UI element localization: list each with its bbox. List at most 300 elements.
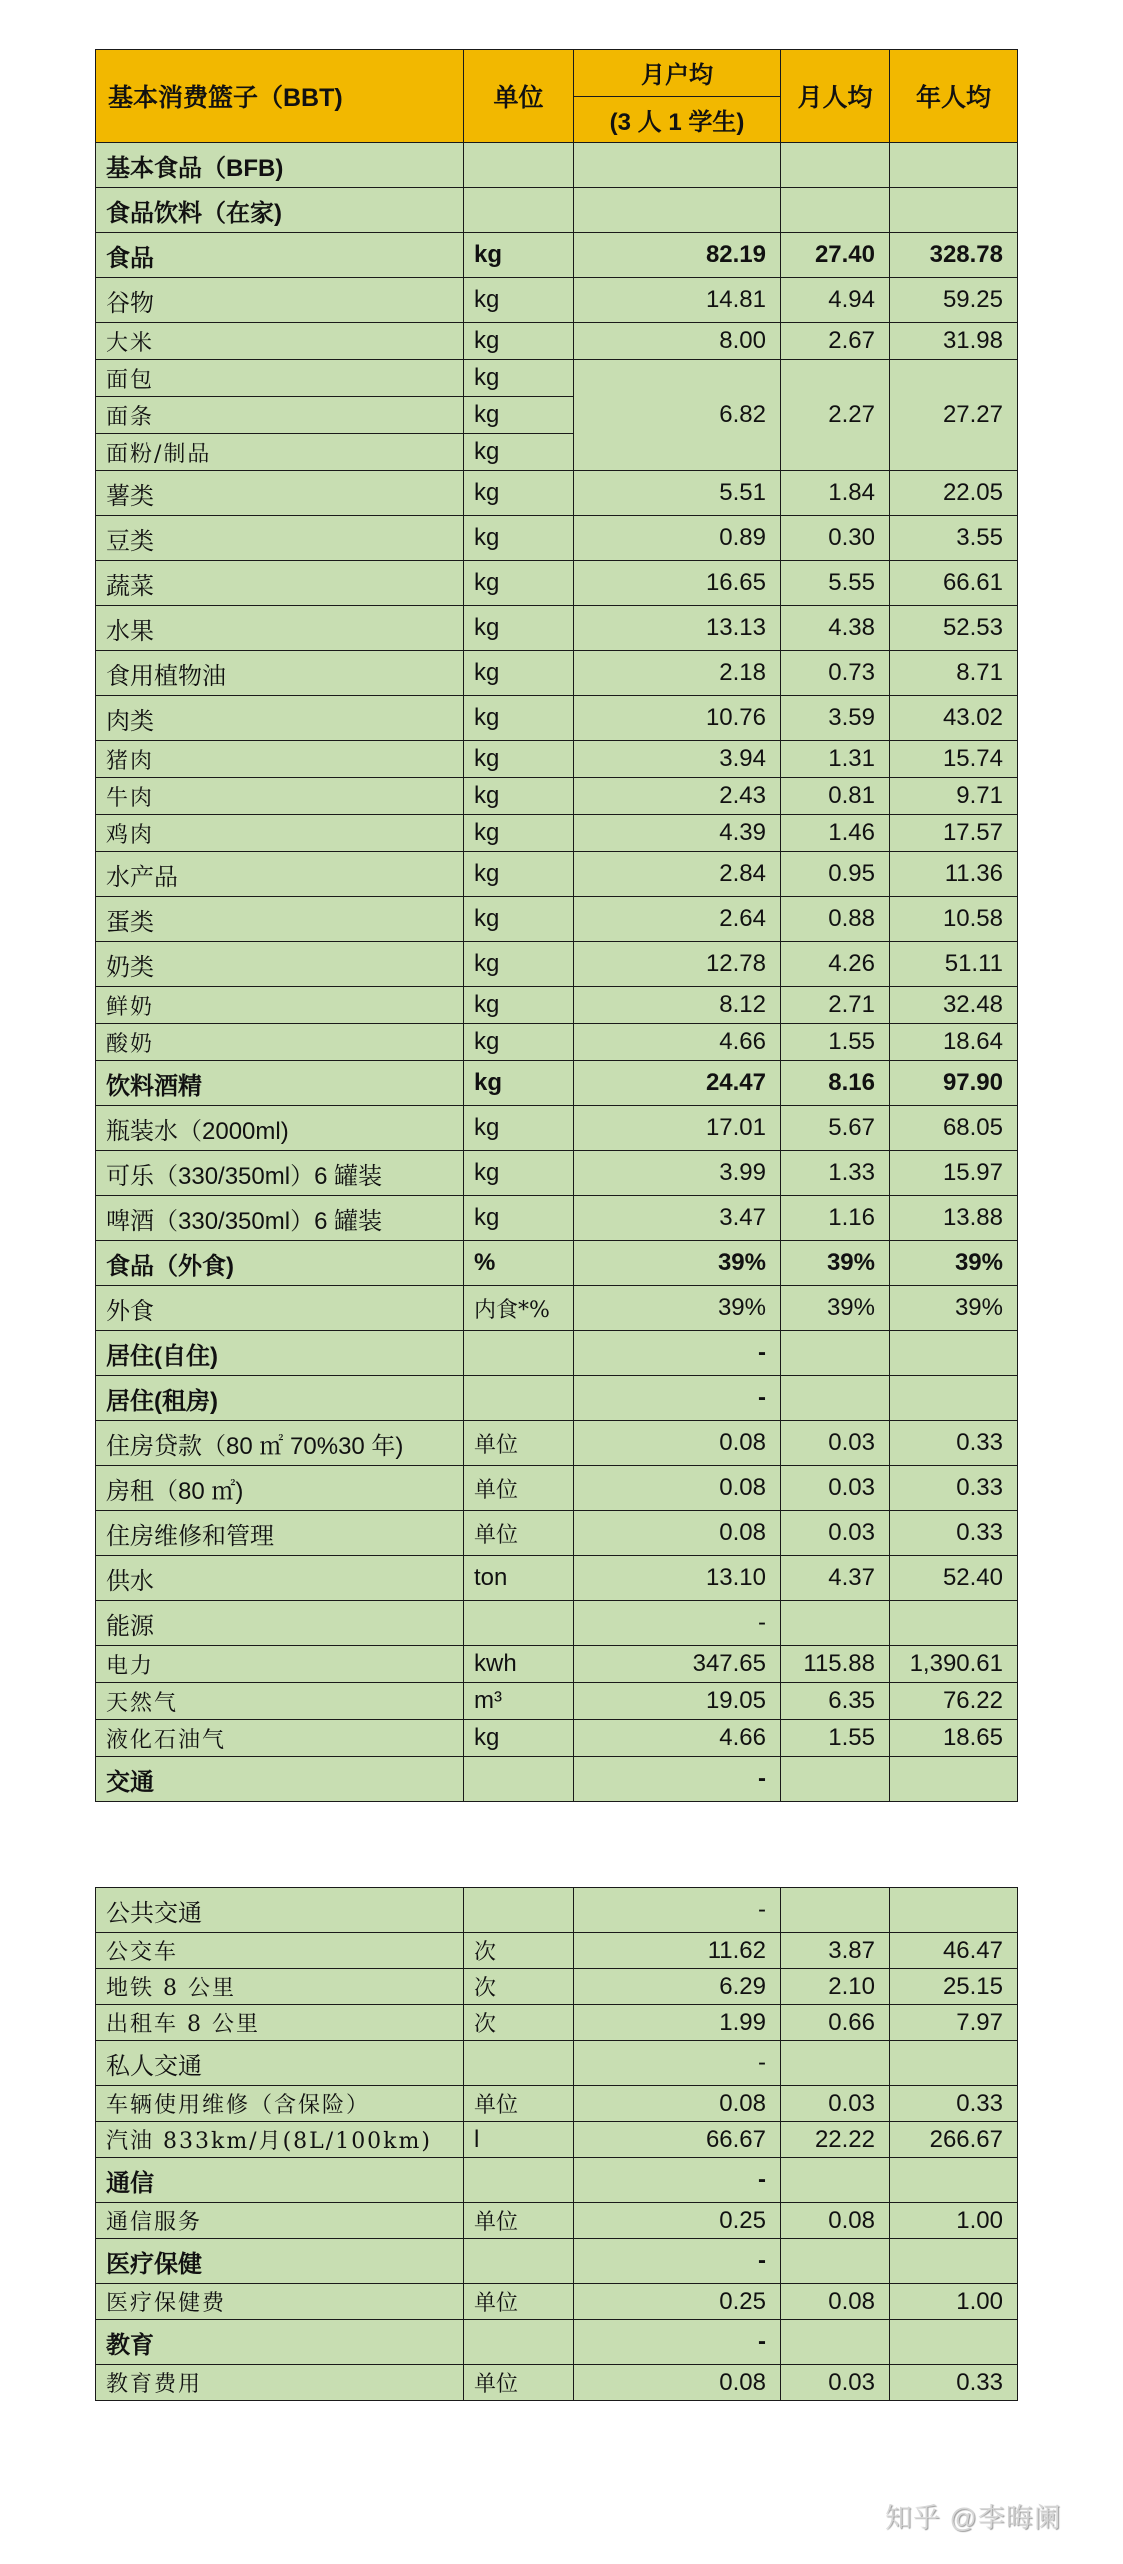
person-month-value: 4.38 (781, 606, 890, 651)
table-row (96, 815, 1018, 852)
household-month-value: 17.01 (574, 1106, 781, 1151)
row-unit: 次 (464, 2005, 574, 2041)
person-month-value: 0.03 (781, 1511, 890, 1556)
person-month-value: 0.66 (781, 2005, 890, 2041)
table-row (96, 1556, 1018, 1601)
person-year-value (890, 1376, 1018, 1421)
household-month-value: 11.62 (574, 1933, 781, 1969)
person-year-value: 39% (890, 1241, 1018, 1286)
person-year-value: 7.97 (890, 2005, 1018, 2041)
household-month-value: 66.67 (574, 2122, 781, 2158)
row-label: 薯类 (96, 471, 464, 516)
table-row (96, 233, 1018, 278)
row-label: 私人交通 (96, 2041, 464, 2086)
person-month-value: 3.87 (781, 1933, 890, 1969)
person-year-value: 27.27 (890, 360, 1018, 471)
household-month-value: 13.10 (574, 1556, 781, 1601)
household-month-value: 3.99 (574, 1151, 781, 1196)
household-month-value (574, 143, 781, 188)
table-row (96, 1151, 1018, 1196)
household-month-value: 0.25 (574, 2203, 781, 2239)
table-row (96, 1106, 1018, 1151)
person-month-value: 2.10 (781, 1969, 890, 2005)
table-row (96, 1757, 1018, 1802)
table-row (96, 1286, 1018, 1331)
person-year-value: 18.65 (890, 1720, 1018, 1757)
household-month-value: 1.99 (574, 2005, 781, 2041)
person-year-value: 66.61 (890, 561, 1018, 606)
row-unit: 单位 (464, 1466, 574, 1511)
person-year-value: 76.22 (890, 1683, 1018, 1720)
household-month-value: 0.89 (574, 516, 781, 561)
household-month-value: - (574, 2239, 781, 2284)
header-person-year: 年人均 (890, 50, 1018, 143)
person-month-value: 3.59 (781, 696, 890, 741)
person-month-value (781, 1331, 890, 1376)
row-label: 汽油 833km/月(8L/100km) (96, 2122, 464, 2158)
row-unit: kg (464, 516, 574, 561)
household-month-value: - (574, 1376, 781, 1421)
person-year-value (890, 1888, 1018, 1933)
row-unit: kg (464, 852, 574, 897)
person-year-value: 97.90 (890, 1061, 1018, 1106)
table-row (96, 1024, 1018, 1061)
row-label: 食用植物油 (96, 651, 464, 696)
person-month-value: 1.55 (781, 1024, 890, 1061)
person-month-value: 2.67 (781, 323, 890, 360)
table-row (96, 2284, 1018, 2320)
table-row (96, 1933, 1018, 1969)
table-row (96, 942, 1018, 987)
person-month-value: 5.55 (781, 561, 890, 606)
row-unit: kg (464, 897, 574, 942)
table-row (96, 1466, 1018, 1511)
table-row (96, 2239, 1018, 2284)
household-month-value: 4.66 (574, 1720, 781, 1757)
table-row (96, 1421, 1018, 1466)
person-year-value: 51.11 (890, 942, 1018, 987)
table-row (96, 1061, 1018, 1106)
row-label: 地铁 8 公里 (96, 1969, 464, 2005)
person-year-value: 52.40 (890, 1556, 1018, 1601)
table-row (96, 1969, 1018, 2005)
household-month-value: 347.65 (574, 1646, 781, 1683)
household-month-value: 0.08 (574, 1421, 781, 1466)
table-row (96, 278, 1018, 323)
row-label: 啤酒（330/350ml）6 罐装 (96, 1196, 464, 1241)
row-unit: m³ (464, 1683, 574, 1720)
table-row (96, 1241, 1018, 1286)
household-month-value: 39% (574, 1286, 781, 1331)
household-month-value: 4.66 (574, 1024, 781, 1061)
household-month-value: 2.84 (574, 852, 781, 897)
household-month-value: - (574, 1331, 781, 1376)
row-label: 教育 (96, 2320, 464, 2365)
person-month-value: 4.37 (781, 1556, 890, 1601)
household-month-value: 16.65 (574, 561, 781, 606)
person-year-value: 32.48 (890, 987, 1018, 1024)
person-month-value (781, 2320, 890, 2365)
row-label: 公交车 (96, 1933, 464, 1969)
household-month-value: 6.29 (574, 1969, 781, 2005)
person-year-value: 68.05 (890, 1106, 1018, 1151)
row-label: 鲜奶 (96, 987, 464, 1024)
row-label: 供水 (96, 1556, 464, 1601)
row-unit (464, 1331, 574, 1376)
table-row (96, 360, 1018, 397)
person-month-value: 0.81 (781, 778, 890, 815)
row-label: 豆类 (96, 516, 464, 561)
row-unit (464, 1601, 574, 1646)
table-row (96, 2320, 1018, 2365)
row-unit: 单位 (464, 2284, 574, 2320)
household-month-value: 12.78 (574, 942, 781, 987)
household-month-value: 0.08 (574, 2086, 781, 2122)
row-unit: ton (464, 1556, 574, 1601)
row-label: 可乐（330/350ml）6 罐装 (96, 1151, 464, 1196)
person-year-value: 52.53 (890, 606, 1018, 651)
row-unit: kg (464, 942, 574, 987)
row-unit (464, 1757, 574, 1802)
person-year-value: 43.02 (890, 696, 1018, 741)
person-year-value (890, 2041, 1018, 2086)
table-row (96, 1646, 1018, 1683)
household-month-value: 2.64 (574, 897, 781, 942)
table-row (96, 323, 1018, 360)
row-unit: kwh (464, 1646, 574, 1683)
row-label: 谷物 (96, 278, 464, 323)
person-year-value: 10.58 (890, 897, 1018, 942)
row-label: 通信服务 (96, 2203, 464, 2239)
person-month-value: 2.27 (781, 360, 890, 471)
row-unit: kg (464, 1151, 574, 1196)
person-year-value (890, 2239, 1018, 2284)
person-month-value: 0.95 (781, 852, 890, 897)
person-month-value (781, 1757, 890, 1802)
person-month-value: 0.03 (781, 2086, 890, 2122)
row-label: 液化石油气 (96, 1720, 464, 1757)
row-unit (464, 2158, 574, 2203)
table-row (96, 778, 1018, 815)
person-year-value (890, 1331, 1018, 1376)
person-year-value (890, 2158, 1018, 2203)
row-unit: kg (464, 434, 574, 471)
header-household-month: 月户均 (574, 50, 781, 97)
table-row (96, 2122, 1018, 2158)
row-unit: 内食*% (464, 1286, 574, 1331)
household-month-value: 0.08 (574, 1511, 781, 1556)
person-month-value: 0.03 (781, 2365, 890, 2401)
table-row (96, 651, 1018, 696)
row-unit: kg (464, 278, 574, 323)
row-label: 车辆使用维修（含保险） (96, 2086, 464, 2122)
table-row (96, 561, 1018, 606)
table-row (96, 1376, 1018, 1421)
person-year-value (890, 1757, 1018, 1802)
row-unit (464, 1376, 574, 1421)
person-year-value: 59.25 (890, 278, 1018, 323)
table-row (96, 1196, 1018, 1241)
table-row (96, 188, 1018, 233)
row-unit: kg (464, 987, 574, 1024)
row-label: 饮料酒精 (96, 1061, 464, 1106)
table-row (96, 143, 1018, 188)
household-month-value: 19.05 (574, 1683, 781, 1720)
table-body-b (96, 1888, 1018, 2401)
row-label: 肉类 (96, 696, 464, 741)
row-unit (464, 2320, 574, 2365)
row-label: 面粉/制品 (96, 434, 464, 471)
row-label: 医疗保健费 (96, 2284, 464, 2320)
person-month-value: 5.67 (781, 1106, 890, 1151)
person-year-value: 31.98 (890, 323, 1018, 360)
household-month-value: 2.18 (574, 651, 781, 696)
person-month-value: 0.03 (781, 1466, 890, 1511)
table-row (96, 987, 1018, 1024)
row-unit: kg (464, 778, 574, 815)
header-person-month: 月人均 (781, 50, 890, 143)
table-row (96, 471, 1018, 516)
person-year-value: 39% (890, 1286, 1018, 1331)
household-month-value: 3.47 (574, 1196, 781, 1241)
row-label: 通信 (96, 2158, 464, 2203)
household-month-value: 4.39 (574, 815, 781, 852)
header-item: 基本消费篮子（BBT) (96, 50, 464, 143)
row-label: 能源 (96, 1601, 464, 1646)
household-month-value: - (574, 2320, 781, 2365)
person-year-value: 18.64 (890, 1024, 1018, 1061)
row-label: 住房维修和管理 (96, 1511, 464, 1556)
table-row (96, 1331, 1018, 1376)
row-unit: kg (464, 360, 574, 397)
table-row (96, 2365, 1018, 2401)
watermark: 知乎 @李晦阑 (885, 2503, 1062, 2533)
person-month-value: 1.31 (781, 741, 890, 778)
table-row (96, 1683, 1018, 1720)
row-label: 天然气 (96, 1683, 464, 1720)
person-year-value (890, 188, 1018, 233)
person-year-value: 15.97 (890, 1151, 1018, 1196)
person-year-value: 0.33 (890, 2086, 1018, 2122)
person-year-value: 0.33 (890, 1421, 1018, 1466)
person-month-value: 39% (781, 1241, 890, 1286)
person-month-value (781, 143, 890, 188)
table-row (96, 2203, 1018, 2239)
row-label: 牛肉 (96, 778, 464, 815)
table-row (96, 1601, 1018, 1646)
person-month-value (781, 2239, 890, 2284)
household-month-value: 13.13 (574, 606, 781, 651)
person-month-value: 0.08 (781, 2284, 890, 2320)
person-month-value: 1.46 (781, 815, 890, 852)
person-year-value: 13.88 (890, 1196, 1018, 1241)
household-month-value: 24.47 (574, 1061, 781, 1106)
person-year-value (890, 1601, 1018, 1646)
person-year-value (890, 143, 1018, 188)
person-month-value (781, 2158, 890, 2203)
table-row (96, 1888, 1018, 1933)
person-year-value: 22.05 (890, 471, 1018, 516)
person-month-value: 2.71 (781, 987, 890, 1024)
household-month-value: - (574, 1888, 781, 1933)
person-year-value: 1.00 (890, 2203, 1018, 2239)
person-month-value (781, 188, 890, 233)
row-label: 居住(租房) (96, 1376, 464, 1421)
person-year-value: 1,390.61 (890, 1646, 1018, 1683)
row-label: 食品（外食) (96, 1241, 464, 1286)
row-unit: % (464, 1241, 574, 1286)
household-month-value (574, 188, 781, 233)
row-unit: kg (464, 815, 574, 852)
person-month-value: 0.73 (781, 651, 890, 696)
household-month-value: 0.25 (574, 2284, 781, 2320)
row-unit (464, 143, 574, 188)
person-month-value: 115.88 (781, 1646, 890, 1683)
household-month-value: 5.51 (574, 471, 781, 516)
row-unit: kg (464, 1061, 574, 1106)
row-unit (464, 1888, 574, 1933)
person-year-value: 1.00 (890, 2284, 1018, 2320)
row-label: 水果 (96, 606, 464, 651)
person-month-value: 1.33 (781, 1151, 890, 1196)
row-label: 蛋类 (96, 897, 464, 942)
row-unit: 单位 (464, 2203, 574, 2239)
person-month-value: 0.30 (781, 516, 890, 561)
person-month-value (781, 1376, 890, 1421)
row-label: 酸奶 (96, 1024, 464, 1061)
table-row (96, 2005, 1018, 2041)
household-month-value: 8.00 (574, 323, 781, 360)
person-year-value: 9.71 (890, 778, 1018, 815)
person-year-value: 0.33 (890, 1511, 1018, 1556)
table-row (96, 852, 1018, 897)
person-year-value: 0.33 (890, 1466, 1018, 1511)
row-label: 蔬菜 (96, 561, 464, 606)
household-month-value: - (574, 2158, 781, 2203)
row-label: 出租车 8 公里 (96, 2005, 464, 2041)
table-row (96, 2158, 1018, 2203)
header-household-sub: (3 人 1 学生) (574, 96, 781, 143)
row-label: 住房贷款（80 ㎡ 70%30 年) (96, 1421, 464, 1466)
person-month-value (781, 1601, 890, 1646)
row-label: 食品 (96, 233, 464, 278)
person-year-value: 8.71 (890, 651, 1018, 696)
household-month-value: 8.12 (574, 987, 781, 1024)
person-month-value: 0.08 (781, 2203, 890, 2239)
person-month-value: 22.22 (781, 2122, 890, 2158)
household-month-value: 39% (574, 1241, 781, 1286)
row-label: 公共交通 (96, 1888, 464, 1933)
table-row (96, 516, 1018, 561)
row-label: 大米 (96, 323, 464, 360)
person-month-value: 39% (781, 1286, 890, 1331)
row-label: 电力 (96, 1646, 464, 1683)
person-year-value: 3.55 (890, 516, 1018, 561)
row-unit: kg (464, 1106, 574, 1151)
person-month-value: 27.40 (781, 233, 890, 278)
person-year-value: 46.47 (890, 1933, 1018, 1969)
household-month-value: 0.08 (574, 2365, 781, 2401)
person-month-value: 1.16 (781, 1196, 890, 1241)
table-row (96, 606, 1018, 651)
row-unit: kg (464, 741, 574, 778)
bbt-table-main (95, 49, 1018, 1802)
table-row (96, 1720, 1018, 1757)
row-label: 面条 (96, 397, 464, 434)
person-month-value: 0.03 (781, 1421, 890, 1466)
row-label: 面包 (96, 360, 464, 397)
header-unit: 单位 (464, 50, 574, 143)
row-unit: l (464, 2122, 574, 2158)
person-month-value: 4.26 (781, 942, 890, 987)
row-unit: kg (464, 561, 574, 606)
row-unit: kg (464, 323, 574, 360)
row-unit: 单位 (464, 1421, 574, 1466)
row-unit: 单位 (464, 2365, 574, 2401)
row-unit: 单位 (464, 2086, 574, 2122)
row-unit: 次 (464, 1969, 574, 2005)
bbt-table-transport (95, 1887, 1018, 2401)
household-month-value: 3.94 (574, 741, 781, 778)
row-unit (464, 2041, 574, 2086)
household-month-value: 82.19 (574, 233, 781, 278)
household-month-value: 6.82 (574, 360, 781, 471)
person-year-value (890, 2320, 1018, 2365)
person-month-value: 1.84 (781, 471, 890, 516)
row-label: 水产品 (96, 852, 464, 897)
row-label: 瓶装水（2000ml) (96, 1106, 464, 1151)
row-unit: kg (464, 1024, 574, 1061)
person-year-value: 15.74 (890, 741, 1018, 778)
row-label: 交通 (96, 1757, 464, 1802)
person-month-value: 8.16 (781, 1061, 890, 1106)
table-row (96, 897, 1018, 942)
table-row (96, 696, 1018, 741)
person-year-value: 266.67 (890, 2122, 1018, 2158)
table-body-a (96, 143, 1018, 1802)
row-unit (464, 2239, 574, 2284)
row-unit: kg (464, 1720, 574, 1757)
person-month-value: 0.88 (781, 897, 890, 942)
person-month-value (781, 1888, 890, 1933)
person-year-value: 25.15 (890, 1969, 1018, 2005)
row-unit: kg (464, 233, 574, 278)
table-row (96, 1511, 1018, 1556)
row-unit: kg (464, 606, 574, 651)
row-unit (464, 188, 574, 233)
row-label: 医疗保健 (96, 2239, 464, 2284)
household-month-value: 2.43 (574, 778, 781, 815)
person-year-value: 17.57 (890, 815, 1018, 852)
row-label: 房租（80 ㎡) (96, 1466, 464, 1511)
household-month-value: - (574, 2041, 781, 2086)
row-label: 奶类 (96, 942, 464, 987)
person-year-value: 11.36 (890, 852, 1018, 897)
row-unit: kg (464, 696, 574, 741)
row-unit: 次 (464, 1933, 574, 1969)
table-row (96, 2041, 1018, 2086)
household-month-value: 14.81 (574, 278, 781, 323)
row-unit: kg (464, 1196, 574, 1241)
row-label: 猪肉 (96, 741, 464, 778)
row-unit: kg (464, 471, 574, 516)
row-unit: 单位 (464, 1511, 574, 1556)
row-label: 外食 (96, 1286, 464, 1331)
row-label: 鸡肉 (96, 815, 464, 852)
household-month-value: - (574, 1757, 781, 1802)
person-month-value: 6.35 (781, 1683, 890, 1720)
row-label: 教育费用 (96, 2365, 464, 2401)
